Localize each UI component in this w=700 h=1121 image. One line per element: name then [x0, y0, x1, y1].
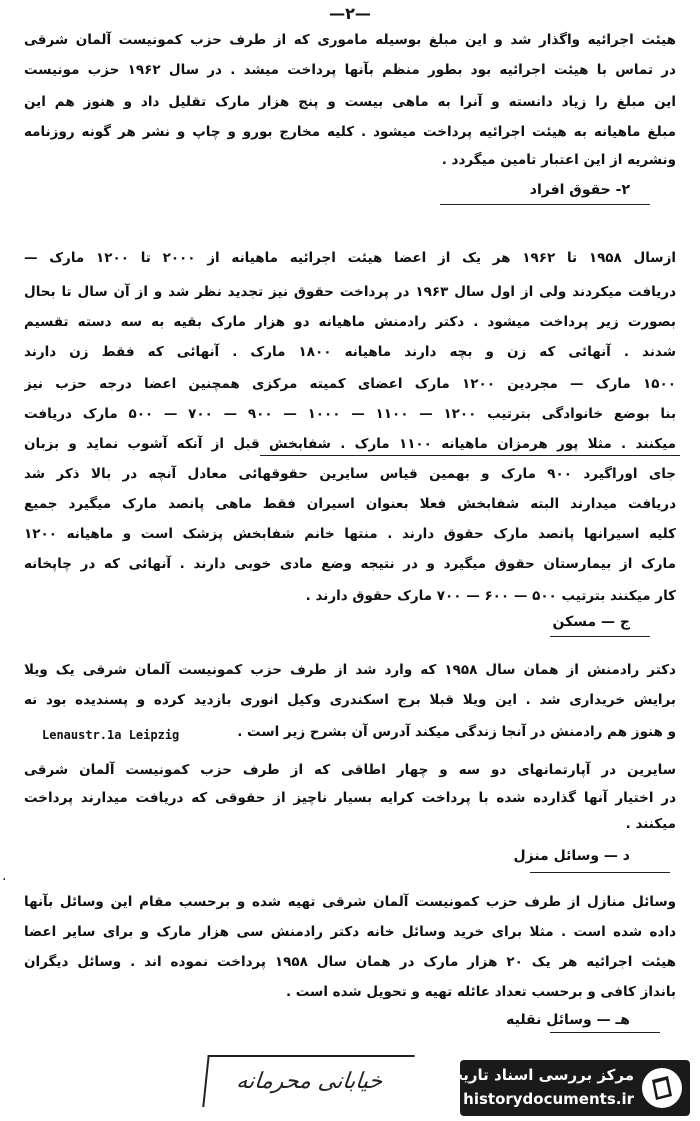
paragraph-line: در اختیار آنها گذارده شده با پرداخت کرایه بسیار ناچیز از حقوقی که دریافت میدارند پرداخت	[24, 790, 676, 806]
paragraph-line: جای اوراگیرد ۹۰۰ مارک و بهمین قیاس سایرین حقوقهائی معادل آنچه در بالا ذکر شد	[24, 466, 676, 482]
paragraph-line: ازسال ۱۹۵۸ تا ۱۹۶۲ هر یک از اعضا هیئت اجرائیه ماهیانه از ۲۰۰۰ تا ۱۲۰۰ مارک —	[24, 250, 676, 266]
heading-underline	[550, 1032, 660, 1033]
paragraph-line: بانداز کافی و برحسب تعداد عائله تهیه و تحویل شده است .	[285, 984, 676, 1000]
paragraph-line: کلیه اسیرانها پانصد مارک حقوق دارند . منتها خانم شفابخش پزشک است و ماهیانه ۱۲۰۰	[24, 526, 676, 542]
margin-mark: ·	[2, 872, 7, 888]
section-heading-salaries: ۲- حقوق افراد	[529, 182, 630, 198]
paragraph-line: دکتر رادمنش از همان سال ۱۹۵۸ که وارد شد از طرف حزب کمونیست آلمان شرقی یک ویلا	[24, 662, 676, 678]
paragraph-line: هیئت اجرائیه هر یک ۲۰ هزار مارک در همان سال ۱۹۵۸ پرداخت نموده اند . وسائل دیگران	[24, 954, 676, 970]
page-number: —٢—	[329, 4, 371, 23]
paragraph-line: برایش خریداری شد . این ویلا قبلا برج اسکندری وکیل انوری بازدید کرده و پسندیده بود نه	[24, 692, 676, 708]
watermark-title: مرکز بررسی اسناد تاریخی	[437, 1066, 634, 1084]
paragraph-line: میکنند .	[625, 816, 676, 832]
paragraph-line: میکنند . مثلا پور هرمزان ماهیانه ۱۱۰۰ مارک . شفابخش قبل از آنکه آشوب نماید و بزبان	[24, 436, 676, 452]
heading-underline	[550, 636, 650, 637]
paragraph-line: و هنوز هم رادمنش در آنجا زندگی میکند آدرس آن بشرح زیر است .	[237, 724, 676, 740]
watermark-site: historydocuments.ir	[463, 1090, 634, 1108]
section-heading-housing: ج — مسکن	[552, 614, 630, 630]
section-heading-furniture: د — وسائل منزل	[513, 848, 630, 864]
handwritten-signature: خیابانی محرمانه	[202, 1055, 414, 1107]
paragraph-line: کار میکنند بترتیب ۵۰۰ — ۶۰۰ — ۷۰۰ مارک حقوق دارند .	[305, 588, 676, 604]
paragraph-line: دریافت میدارند البته شفابخش فعلا بعنوان اسیران فقط ماهی پانصد مارک میگیرد جمیع	[24, 496, 676, 512]
paragraph-line: مارک از بیمارستان حقوق میگیرد و در نتیجه وضع مادی خوبی دارند . آنهائی که در چاپخانه	[24, 556, 676, 572]
handwritten-underline	[260, 455, 680, 456]
paragraph-line: مبلغ ماهیانه به هیئت اجرائیه پرداخت میشود . کلیه مخارج بورو و چاپ و نشر هر گونه روزنامه	[24, 124, 676, 140]
paragraph-line: در تماس با هیئت اجرائیه بود بطور منظم بآنها پرداخت میشد . در سال ۱۹۶۲ حزب مونیست	[24, 62, 676, 78]
heading-underline	[440, 204, 650, 205]
paragraph-line: وسائل منازل از طرف حزب کمونیست آلمان شرقی تهیه شده و برحسب مقام این وسائل بآنها	[24, 894, 676, 910]
paragraph-line: دریافت میکردند ولی از اول سال ۱۹۶۳ در پرداخت حقوق نیز تجدید نظر شد و از آن سال تا بحال	[24, 284, 676, 300]
paragraph-line: ۱۵۰۰ مارک — مجردین ۱۲۰۰ مارک اعضای کمیته مرکزی همچنین اعضا درجه حزب نیز	[24, 376, 676, 392]
paragraph-line: بنا بوضع خانوادگی بترتیب ۱۲۰۰ — ۱۱۰۰ — ۱۰۰۰ — ۹۰۰ — ۷۰۰ — ۵۰۰ مارک دریافت	[24, 406, 676, 422]
paragraph-line: این مبلغ را زیاد دانسته و آنرا به ماهی بیست و پنج هزار مارک تقلیل داد و هنوز هم این	[24, 94, 676, 110]
paragraph-line: سایرین در آپارتمانهای دو سه و چهار اطاقی که از طرف حزب کمونیست آلمان شرقی	[24, 762, 676, 778]
address-text: Lenaustr.1a Leipzig	[42, 728, 180, 742]
document-logo-icon	[640, 1066, 684, 1110]
section-heading-transport: هـ — وسائل نقلیه	[506, 1012, 630, 1028]
paragraph-line: شدند . آنهائی که زن و بچه دارند ماهیانه ۱۸۰۰ مارک . آنهائی که فقط زن دارند	[24, 344, 676, 360]
site-watermark	[437, 1060, 690, 1116]
paragraph-line: بصورت زیر پرداخت میشود . دکتر رادمنش ماهیانه دو هزار مارک بقیه به سه دسته تقسیم	[24, 314, 676, 330]
paragraph-line: داده شده است . مثلا برای خرید وسائل خانه دکتر رادمنش سی هزار مارک و برای سایر اعضا	[24, 924, 676, 940]
paragraph-line: ونشریه از این اعتبار تامین میگردد .	[441, 152, 676, 168]
heading-underline	[530, 872, 670, 873]
paragraph-line: هیئت اجرائیه واگذار شد و این مبلغ بوسیله ماموری که از طرف حزب کمونیست آلمان شرقی	[24, 32, 676, 48]
